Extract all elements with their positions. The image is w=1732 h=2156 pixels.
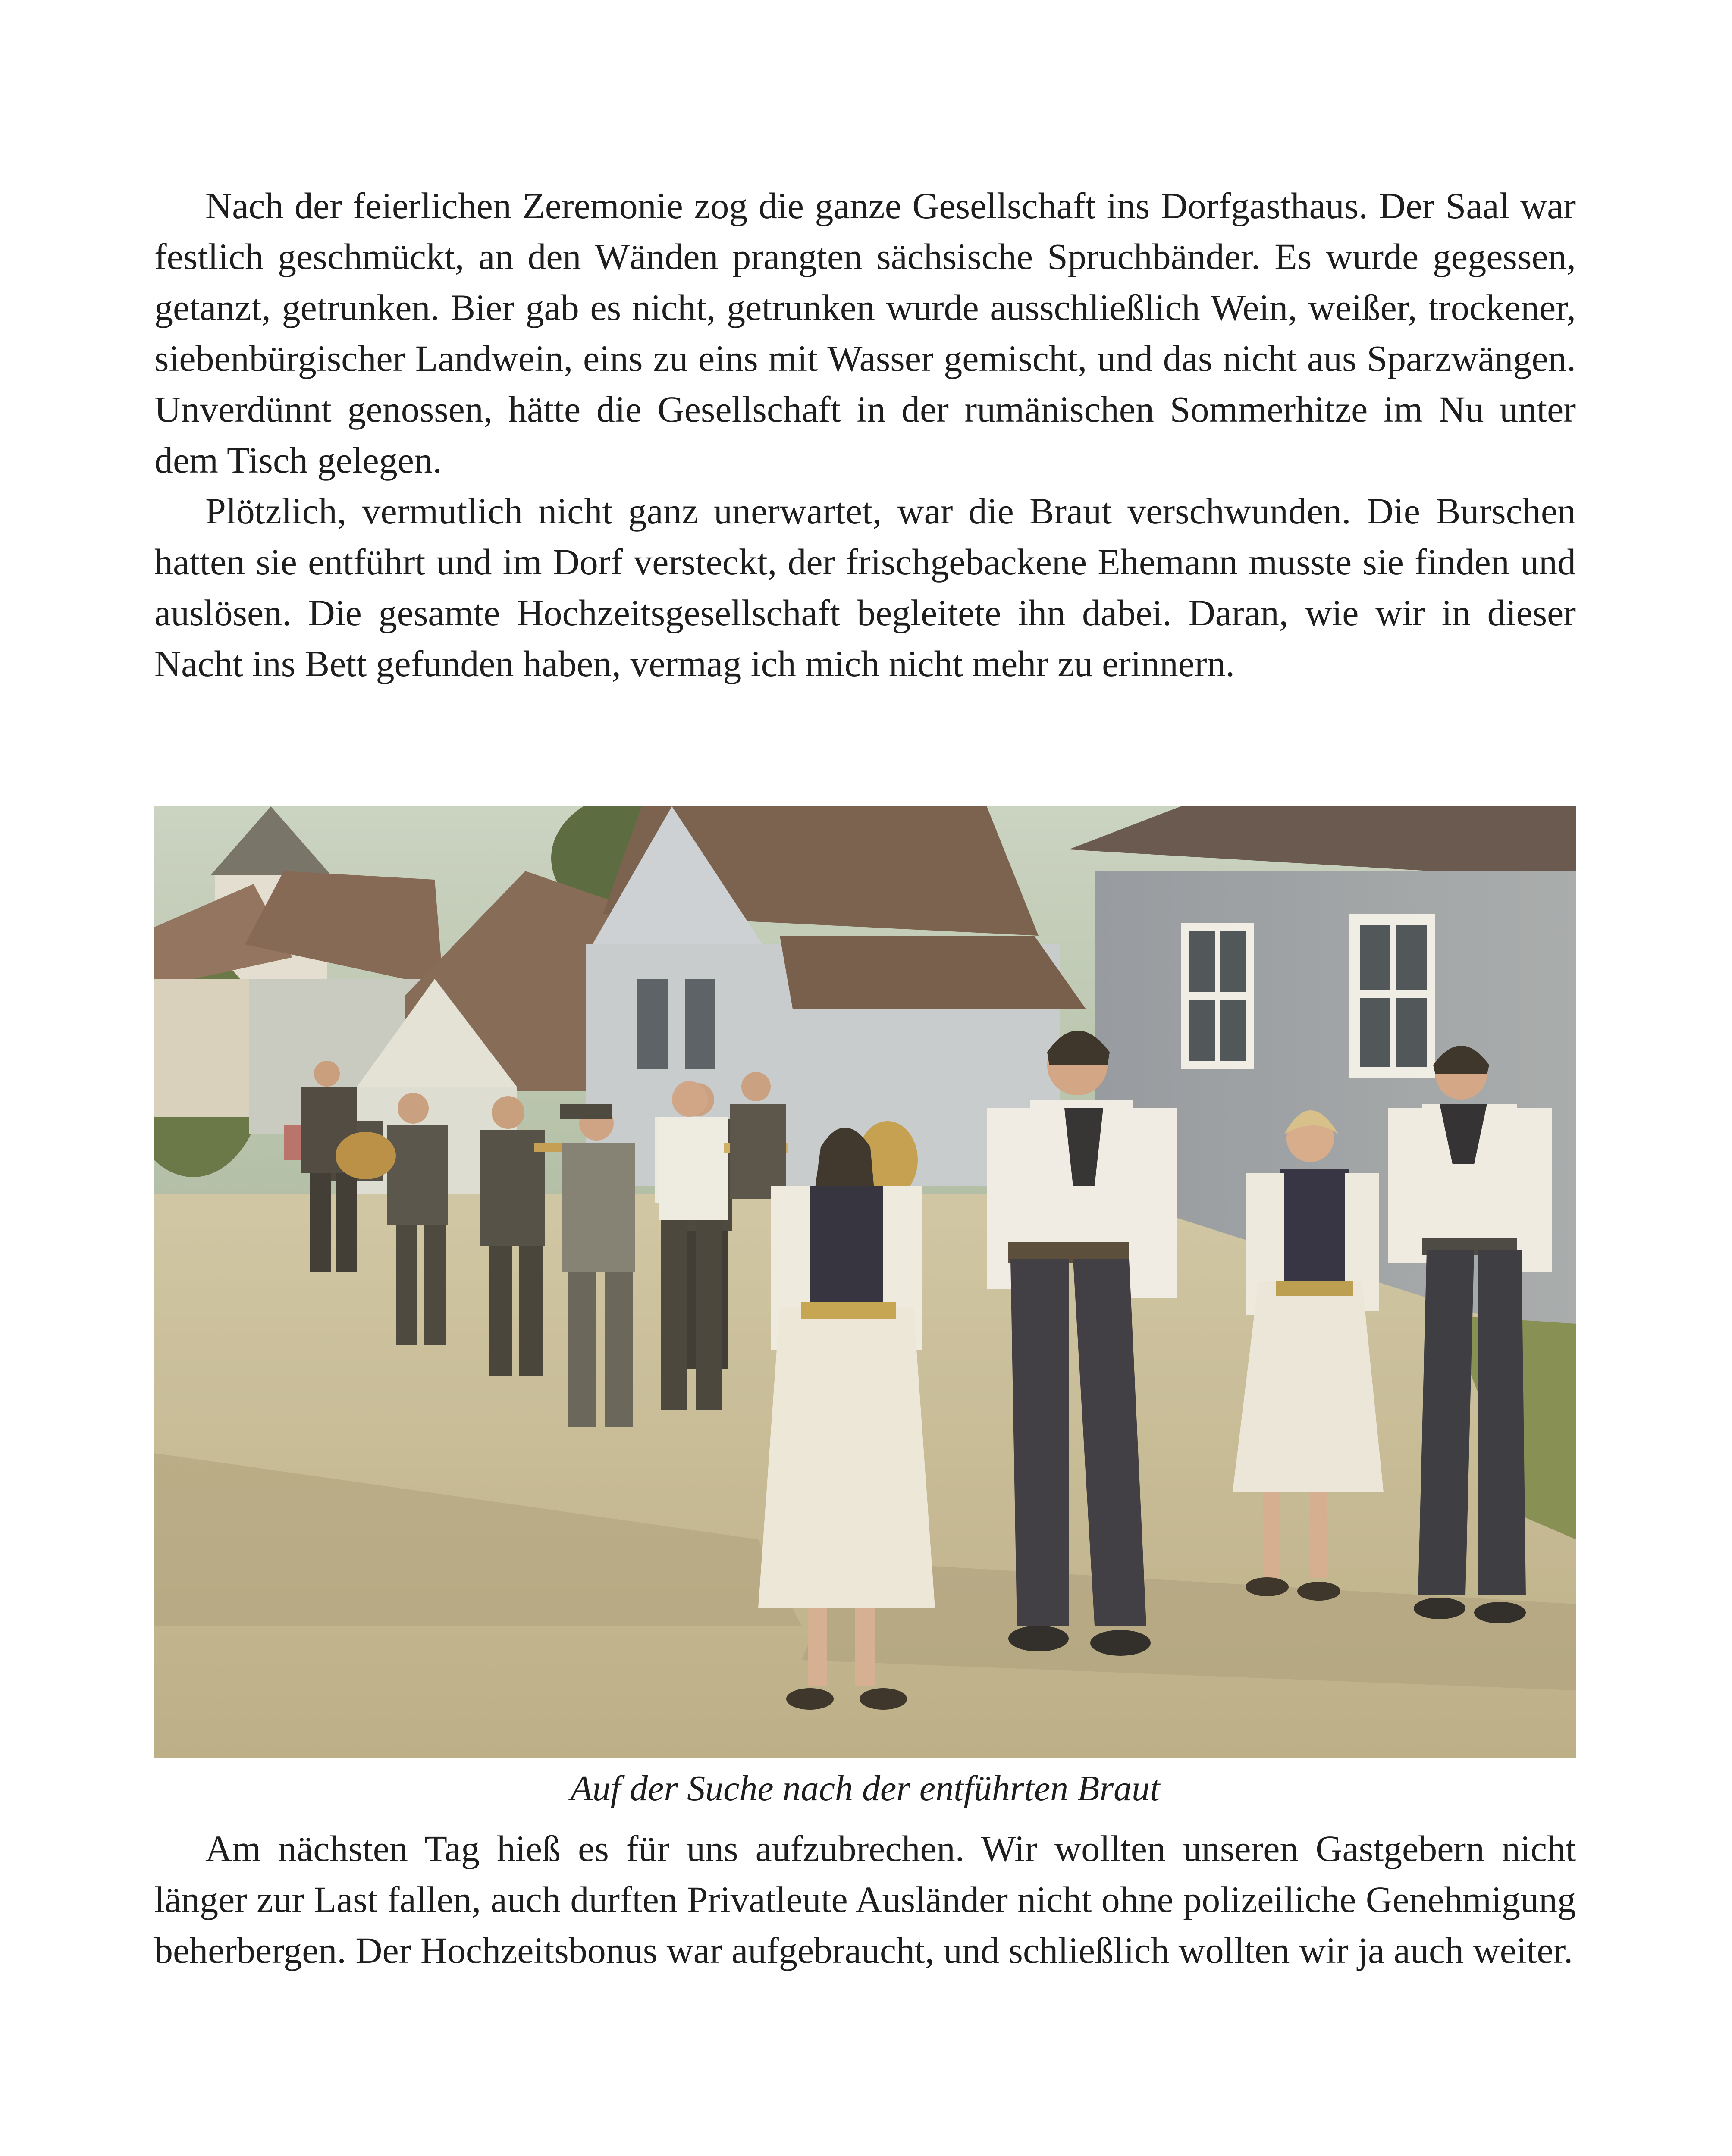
body-text-bottom [154,1823,1576,1976]
wedding-procession-photo [154,806,1576,1758]
paragraph: Plötzlich, vermutlich nicht ganz unerwartet, war die Braut verschwunden. Die Burschen hatten sie entführt und im Dorf versteckt, der frischgebackene Ehemann musste sie finden und auslösen. Die gesamte Hochzeitsgesellschaft begleitete ihn dabei. Daran, wie wir in dieser Nacht ins Bett gefunden haben, vermag ich mich nicht mehr zu erinnern. [154,490,1576,684]
photo-caption: Auf der Suche nach der entführten Braut [570,1768,1160,1808]
paragraph: Am nächsten Tag hieß es für uns aufzubrechen. Wir wollten unseren Gastgebern nicht länger zur Last fallen, auch durften Privatleute Ausländer nicht ohne polizeiliche Genehmigung beherbergen. Der Hochzeitsbonus war aufgebraucht, und schließlich wollten wir ja auch weiter. [154,1828,1576,1971]
paragraph: Nach der feierlichen Zeremonie zog die ganze Gesellschaft ins Dorfgasthaus. Der Saal war festlich geschmückt, an den Wänden prangten sächsische Spruchbänder. Es wurde gegessen, getanzt, getrunken. Bier gab es nicht, getrunken wurde ausschließlich Wein, weißer, trockener, siebenbürgischer Landwein, eins zu eins mit Wasser gemischt, und das nicht aus Sparzwängen. Unverdünnt genossen, hätte die Gesellschaft in der rumänischen Sommerhitze im Nu unter dem Tisch gelegen. [154,185,1576,481]
body-text-top [154,180,1576,689]
